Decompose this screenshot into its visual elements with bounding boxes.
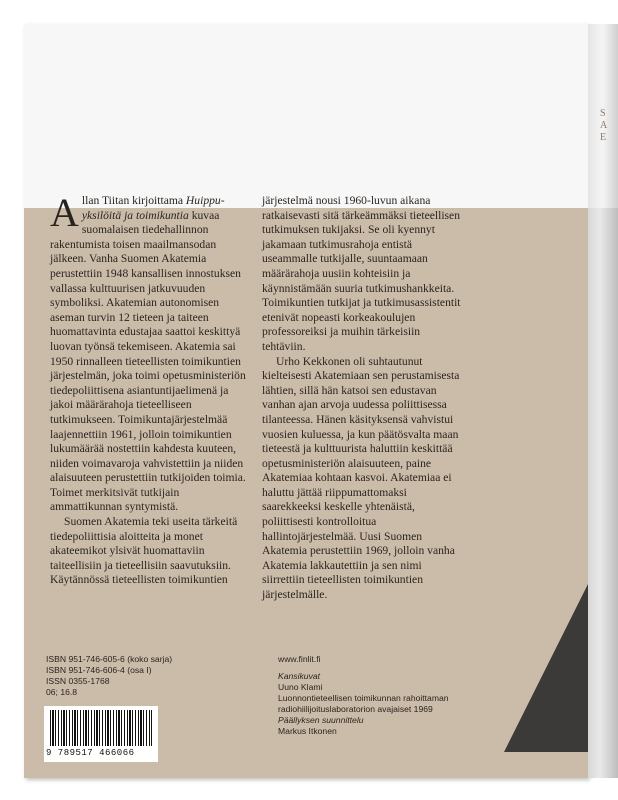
- issn-line: ISSN 0355-1768: [46, 676, 110, 686]
- credits-block: [278, 654, 468, 737]
- website-link[interactable]: www.finlit.fi: [278, 654, 321, 664]
- barcode-number: 9 789517 466066: [46, 748, 135, 758]
- dark-corner-image: [504, 584, 588, 752]
- paragraph-1-body: kuvaa suomalaisen tiedehallinnon rakentumista toisen maailmansodan jälkeen. Vanha Suomen Akatemia perustettiin 1948 kansallisen innostuksen vallassa kulttuurisen jatkuvuuden symboliksi. Akatemian autonomisen aseman turvin 12 tieteen ja taiteen huomattavinta edustajaa saattoi keskittyä luovan työnsä tekemiseen. Akatemia sai 1950 rinnalleen tieteellisten toimikuntien järjestelmän, joka toimi opetusministeriön tiedepoliittisena asiantuntijaelimenä ja jakoi määrärahoja tieteelliseen tutkimukseen. Toimikuntajärjestelmää laajennettiin 1961, jolloin toimikuntien lukumäärää nostettiin kahdesta kuuteen, niiden voimavaroja vahvistettiin ja niiden alaisuuteen perustettiin tutkijoiden toimia. Toimet merkitsivät tutkijain ammattikunnan syntymistä.: [50, 208, 246, 514]
- isbn-line-1: ISBN 951-746-605-6 (koko sarja): [46, 654, 173, 664]
- spine-letters: S A E: [600, 108, 608, 143]
- design-heading: Päällyksen suunnittelu: [278, 715, 364, 725]
- barcode: [44, 706, 158, 762]
- book-title-italic: Huippuyksilöitä ja toimikuntia: [81, 194, 225, 222]
- white-cover-band: [24, 24, 588, 208]
- design-name: Markus Itkonen: [278, 726, 337, 736]
- spine-edge: [588, 24, 618, 778]
- paragraph-2: Suomen Akatemia teki useita tärkeitä tiedepoliittisia aloitteita ja monet akateemikot ylsivät huomattaviin taiteellisiin ja tieteellisiin saavutuksiin. Käytännössä tieteellisten toimikuntien: [50, 515, 238, 587]
- classification-line: 06; 16.8: [46, 687, 78, 697]
- isbn-line-2: ISBN 951-746-606-4 (osa I): [46, 665, 152, 675]
- drop-cap: A: [50, 190, 79, 235]
- isbn-block: [46, 654, 216, 698]
- left-text-column: [50, 190, 250, 588]
- cover-description-2: radiohiilijoituslaboratorion avajaiset 1969: [278, 704, 433, 714]
- cover-artist: Uuno Klami: [278, 682, 323, 692]
- right-text-column: [262, 194, 462, 603]
- paragraph-4: Urho Kekkonen oli suhtautunut kielteisesti Akatemiaan sen perustamisesta lähtien, sillä hän katsoi sen edustavan vanhan ajan arvoja uudessa poliittisessa tilanteessa. Hänen käsityksensä vahvistui vuosien kuluessa, ja kun päätösvalta maan tieteestä ja kulttuurista haluttiin keskittää opetusministeriön alaisuuteen, paine Akatemiaa kohtaan kasvoi. Akatemiaa ei haluttu jättää riippumattomaksi saarekkeeksi keskelle yhtenäistä, poliittisesti kontrolloitua hallintojärjestelmää. Uusi Suomen Akatemia perustettiin 1969, jolloin vanha Akatemia lakkautettiin ja sen nimi siirrettiin tieteellisten toimikuntien järjestelmälle.: [262, 354, 460, 602]
- paragraph-3: järjestelmä nousi 1960-luvun aikana ratkaisevasti sitä tärkeämmäksi tieteellisen tutkimuksen tukijaksi. Se oli kyennyt jakamaan tutkimusrahoja entistä useammalle tutkijalle, suuntaamaan määrärahoja uusiin kohteisiin ja käynnistämään suuria tutkimushankkeita. Toimikuntien tutkijat ja tutkimusassistentit etenivät nopeasti korkeakoulujen professoreiksi ja muihin tärkeisiin tehtäviin.: [262, 194, 461, 353]
- paragraph-1: [50, 190, 250, 515]
- paragraph-1-intro: llan Tiitan kirjoittama: [81, 194, 186, 207]
- cover-description-1: Luonnontieteellisen toimikunnan rahoittaman: [278, 693, 449, 703]
- cover-heading: Kansikuvat: [278, 671, 321, 681]
- barcode-bars: [50, 710, 152, 746]
